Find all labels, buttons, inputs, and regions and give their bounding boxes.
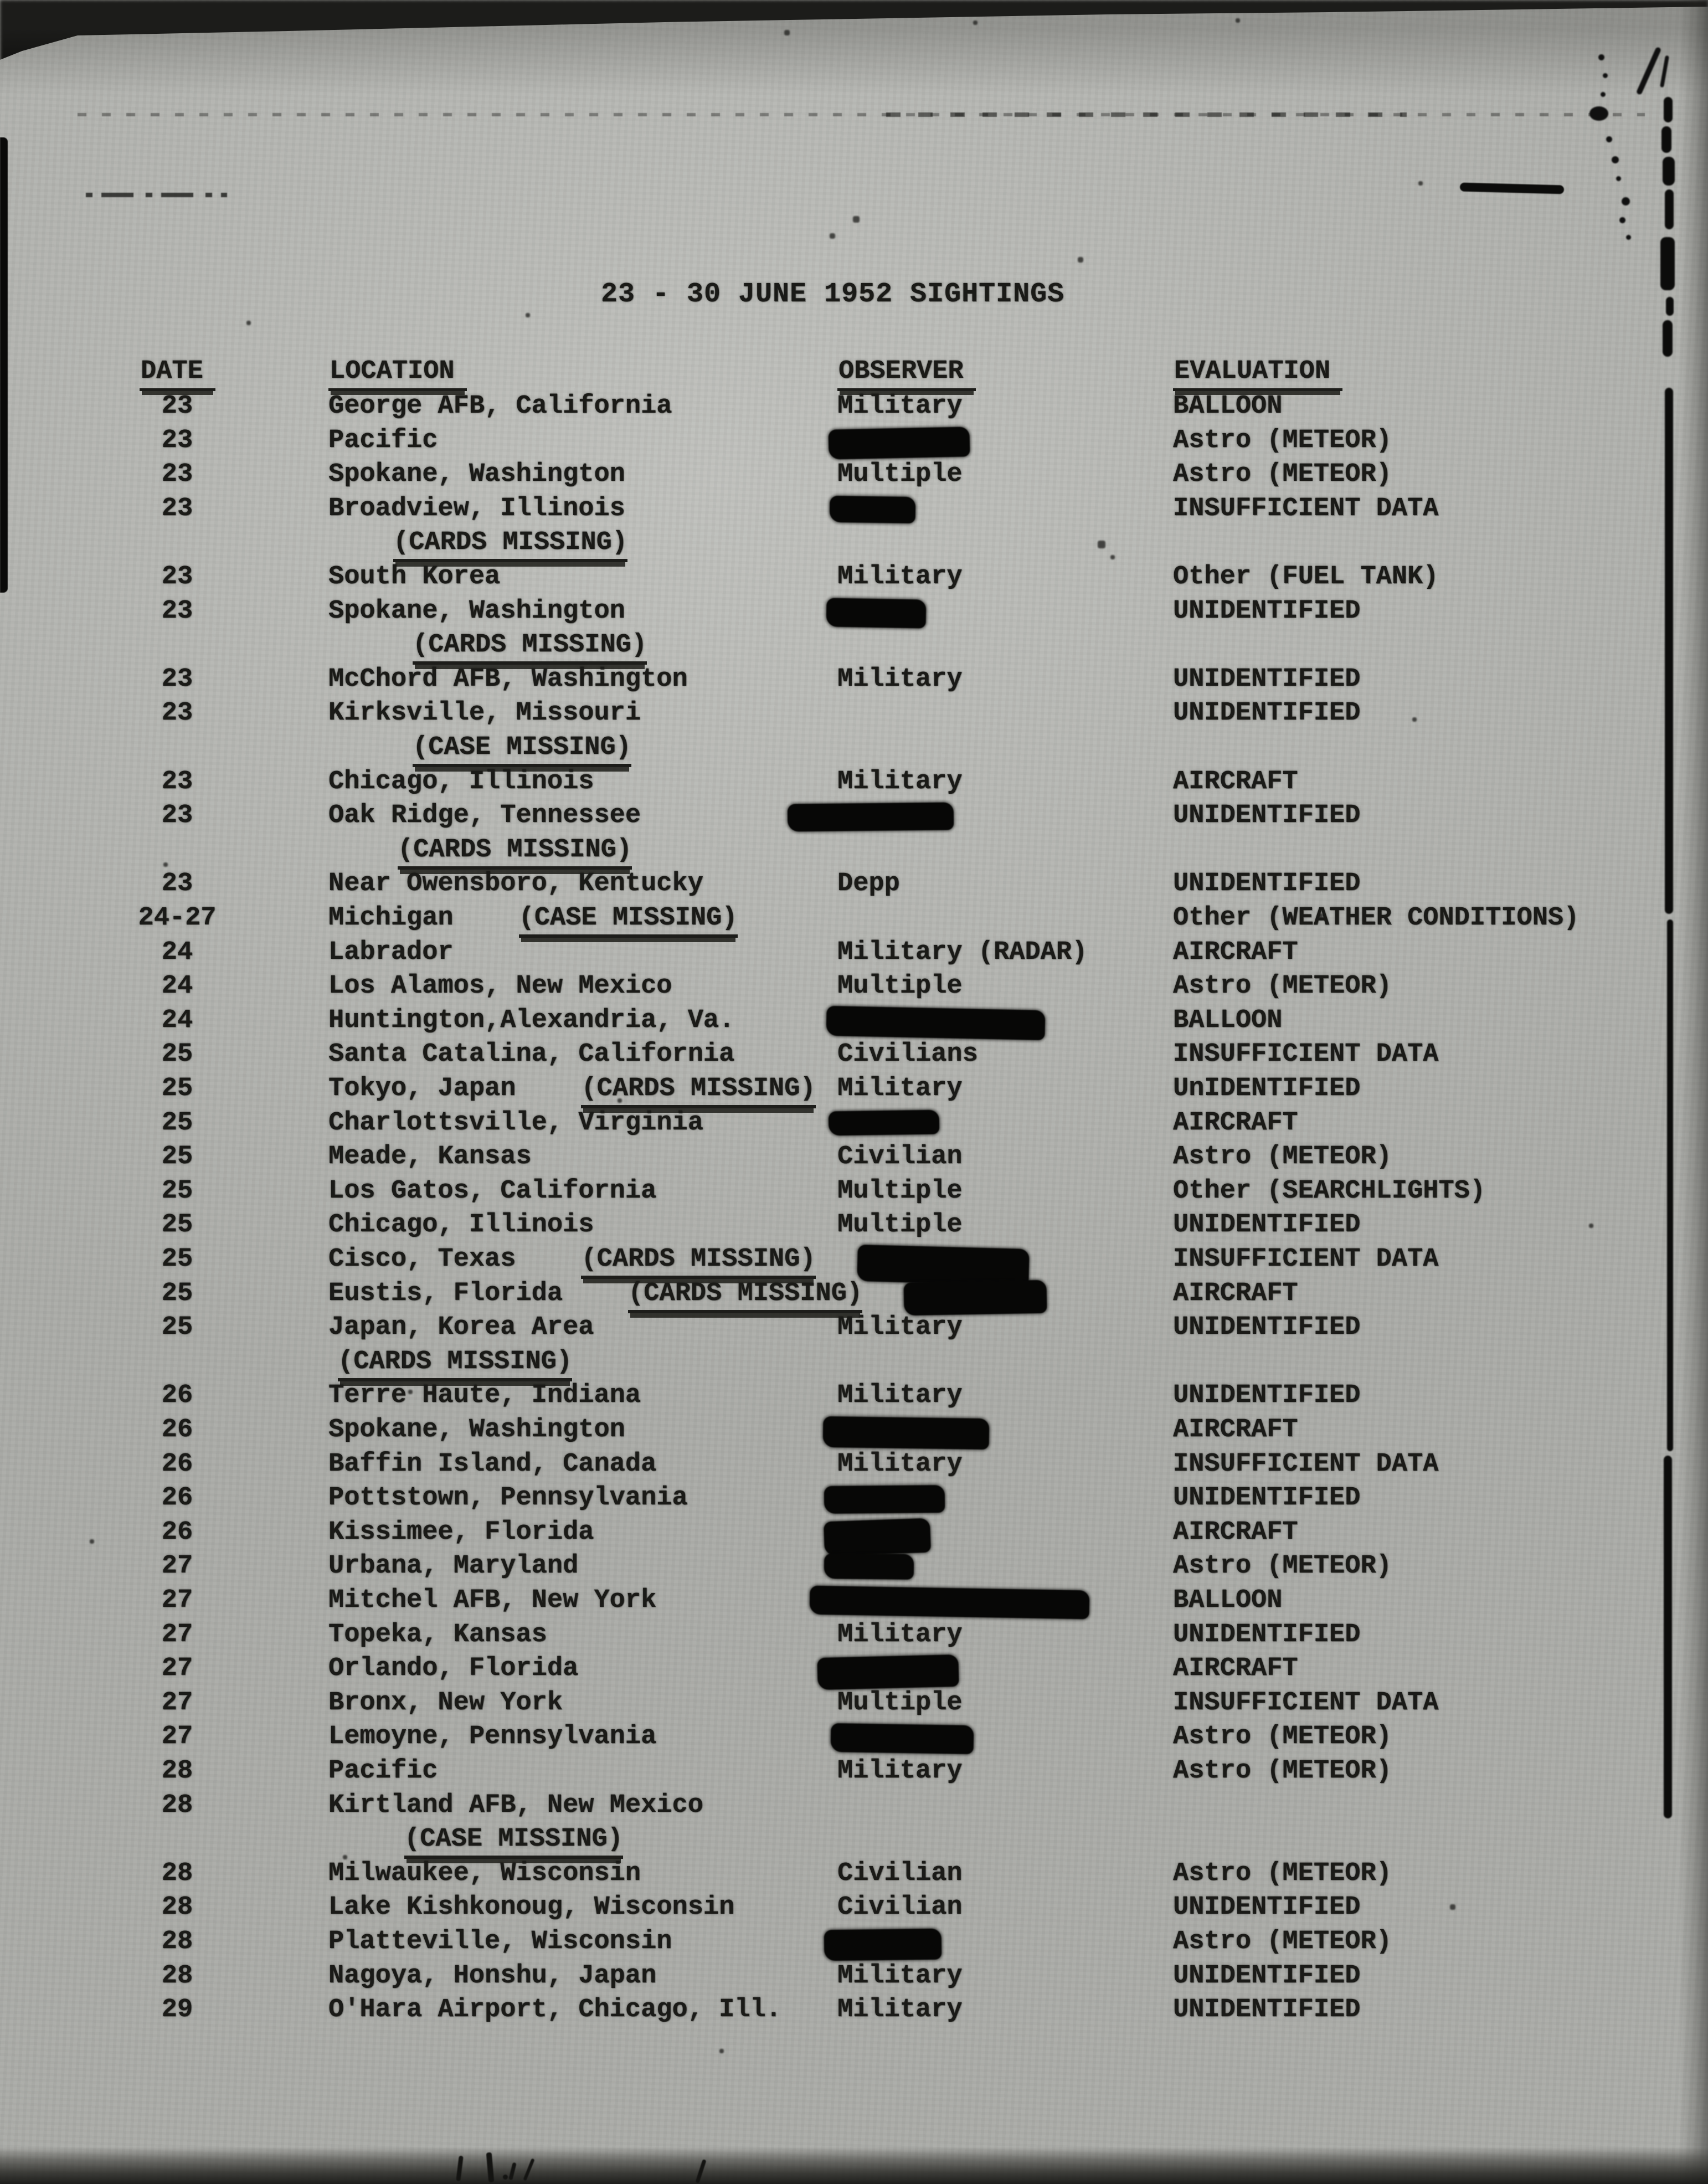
date-cell: 28 — [161, 1790, 193, 1820]
location-text: Lemoyne, Pennsylvania — [328, 1722, 657, 1752]
evaluation-cell: Astro (METEOR) — [1173, 1927, 1392, 1956]
evaluation-cell: UNIDENTIFIED — [1173, 1620, 1361, 1649]
location-text: Bronx, New York — [328, 1688, 563, 1718]
location-cell — [328, 392, 672, 421]
date-cell: 29 — [161, 1995, 193, 2025]
date-cell: 23 — [161, 664, 193, 694]
table-row — [0, 1890, 1708, 1925]
location-cell — [328, 1074, 816, 1103]
evaluation-cell: UNIDENTIFIED — [1173, 596, 1361, 626]
date-cell: 23 — [161, 801, 193, 831]
note-cell — [413, 733, 631, 762]
table-row — [0, 1686, 1708, 1720]
redaction-bar — [810, 1586, 1090, 1620]
redaction-bar — [824, 1929, 942, 1961]
location-cell — [328, 903, 738, 933]
table-row — [0, 867, 1708, 901]
location-text: Broadview, Illinois — [328, 494, 625, 523]
location-cell — [328, 1722, 656, 1751]
location-text: Huntington,Alexandria, Va. — [328, 1005, 735, 1035]
location-text: O'Hara Airport, Chicago, Ill. — [328, 1995, 781, 2025]
date-cell: 28 — [161, 1893, 193, 1923]
evaluation-cell: BALLOON — [1173, 1586, 1283, 1615]
location-cell — [328, 1381, 641, 1410]
case-note: (CASE MISSING) — [413, 733, 631, 767]
evaluation-cell: BALLOON — [1173, 1005, 1283, 1035]
column-header-date: DATE — [140, 357, 215, 386]
location-text: Urbana, Maryland — [328, 1551, 579, 1581]
date-cell: 23 — [161, 494, 193, 523]
table-row — [0, 1004, 1708, 1038]
location-text: Labrador — [328, 937, 454, 967]
case-note: (CASE MISSING) — [519, 903, 738, 938]
date-cell: 23 — [161, 596, 193, 626]
case-note: (CASE MISSING) — [404, 1825, 623, 1859]
column-header-observer: OBSERVER — [837, 357, 976, 386]
note-cell — [338, 1347, 572, 1376]
redaction-bar — [826, 1006, 1045, 1040]
location-cell — [328, 1961, 656, 1991]
location-cell — [328, 665, 688, 694]
table-row — [0, 1311, 1708, 1345]
location-cell — [328, 1450, 656, 1479]
table-row — [0, 1413, 1708, 1447]
case-note: (CARDS MISSING) — [398, 835, 632, 870]
date-cell: 26 — [161, 1517, 193, 1547]
table-row — [0, 662, 1708, 697]
observer-cell: Military — [837, 1995, 963, 2025]
date-cell: 25 — [161, 1245, 193, 1274]
location-cell — [328, 1040, 734, 1069]
evaluation-cell: Astro (METEOR) — [1173, 1142, 1392, 1172]
date-cell: 24 — [161, 937, 193, 967]
case-note: (CARDS MISSING) — [581, 1074, 815, 1108]
case-note: (CARDS MISSING) — [413, 630, 647, 665]
location-cell — [328, 1654, 578, 1683]
evaluation-cell: UnIDENTIFIED — [1173, 1074, 1361, 1103]
observer-cell: Civilian — [837, 1893, 963, 1923]
date-cell: 25 — [161, 1278, 193, 1308]
location-text: Platteville, Wisconsin — [328, 1927, 672, 1956]
date-cell: 23 — [161, 392, 193, 421]
redaction-bar — [903, 1279, 1047, 1315]
observer-cell: Multiple — [837, 1210, 963, 1240]
location-text: Pacific — [328, 1756, 438, 1786]
observer-cell: Military — [837, 1756, 963, 1786]
evaluation-cell: UNIDENTIFIED — [1173, 801, 1361, 831]
date-cell: 25 — [161, 1176, 193, 1206]
location-cell — [328, 801, 641, 830]
observer-cell: Multiple — [837, 1688, 963, 1718]
location-text: George AFB, California — [328, 392, 672, 421]
evaluation-cell: INSUFFICIENT DATA — [1173, 1245, 1439, 1274]
case-note: (CARDS MISSING) — [628, 1279, 862, 1313]
location-cell — [328, 1108, 703, 1138]
table-row — [0, 1993, 1708, 2027]
date-cell: 25 — [161, 1040, 193, 1070]
redaction-bar — [831, 1723, 974, 1754]
table-row — [0, 936, 1708, 970]
evaluation-cell: AIRCRAFT — [1173, 1517, 1298, 1547]
table-row — [0, 492, 1708, 526]
location-cell — [328, 869, 703, 898]
evaluation-cell: AIRCRAFT — [1173, 937, 1298, 967]
location-text: Los Gatos, California — [328, 1176, 657, 1206]
date-cell: 27 — [161, 1654, 193, 1684]
observer-cell: Civilians — [837, 1040, 978, 1070]
date-cell: 28 — [161, 1756, 193, 1786]
evaluation-cell: AIRCRAFT — [1173, 1108, 1298, 1138]
location-cell — [328, 1006, 734, 1035]
evaluation-cell: INSUFFICIENT DATA — [1173, 1449, 1439, 1479]
date-cell: 25 — [161, 1108, 193, 1138]
observer-cell: Multiple — [837, 972, 963, 1001]
evaluation-cell: Astro (METEOR) — [1173, 1756, 1392, 1786]
date-cell: 23 — [161, 425, 193, 455]
observer-cell: Civilian — [837, 1142, 963, 1172]
redaction-bar — [788, 803, 954, 832]
table-header-row — [0, 354, 1708, 389]
table-row — [0, 594, 1708, 629]
location-cell — [328, 1313, 594, 1342]
evaluation-cell: Astro (METEOR) — [1173, 1722, 1392, 1752]
location-cell — [328, 1756, 438, 1786]
evaluation-cell: UNIDENTIFIED — [1173, 1893, 1361, 1923]
date-cell: 28 — [161, 1927, 193, 1956]
location-text: Mitchel AFB, New York — [328, 1586, 657, 1615]
evaluation-cell: UNIDENTIFIED — [1173, 1210, 1361, 1240]
location-text: Los Alamos, New Mexico — [328, 972, 672, 1001]
date-cell: 26 — [161, 1415, 193, 1445]
date-cell: 27 — [161, 1551, 193, 1581]
location-text: South Korea — [328, 562, 501, 592]
observer-cell: Military — [837, 1074, 963, 1103]
scan-bottom-edge-band — [0, 2147, 1708, 2184]
location-cell — [328, 1518, 594, 1547]
table-row — [0, 458, 1708, 492]
location-cell — [328, 1586, 656, 1615]
table-note-row — [0, 833, 1708, 867]
location-cell — [328, 1995, 781, 2024]
evaluation-cell: BALLOON — [1173, 392, 1283, 421]
table-row — [0, 799, 1708, 833]
table-row — [0, 1857, 1708, 1891]
date-cell: 28 — [161, 1858, 193, 1888]
location-text: Cisco, Texas — [328, 1245, 516, 1274]
location-cell — [328, 1279, 862, 1308]
note-cell — [398, 835, 632, 865]
observer-cell: Multiple — [837, 1176, 963, 1206]
location-text: Orlando, Florida — [328, 1654, 579, 1684]
date-cell: 27 — [161, 1620, 193, 1649]
date-cell: 23 — [161, 767, 193, 796]
evaluation-cell: INSUFFICIENT DATA — [1173, 494, 1439, 523]
location-text: Chicago, Illinois — [328, 767, 594, 796]
location-text: Tokyo, Japan — [328, 1074, 516, 1103]
date-cell: 23 — [161, 562, 193, 592]
location-cell — [328, 494, 625, 523]
observer-cell: Military — [837, 664, 963, 694]
observer-cell: Military — [837, 1449, 963, 1479]
table-note-row — [0, 628, 1708, 662]
location-text: Lake Kishkonoug, Wisconsin — [328, 1893, 735, 1923]
location-cell — [328, 1893, 734, 1922]
table-row — [0, 1277, 1708, 1311]
table-row — [0, 1959, 1708, 1993]
location-cell — [328, 972, 672, 1001]
table-row — [0, 765, 1708, 799]
location-text: Nagoya, Honshu, Japan — [328, 1961, 657, 1991]
location-text: Kirtland AFB, New Mexico — [328, 1790, 703, 1820]
evaluation-cell: AIRCRAFT — [1173, 767, 1298, 796]
table-row — [0, 969, 1708, 1004]
date-cell: 26 — [161, 1381, 193, 1411]
observer-cell: Military (RADAR) — [837, 937, 1088, 967]
location-text: Oak Ridge, Tennessee — [328, 801, 641, 831]
table-row — [0, 1789, 1708, 1823]
location-text: Spokane, Washington — [328, 596, 625, 626]
location-cell — [328, 426, 438, 455]
table-row — [0, 389, 1708, 424]
date-cell: 25 — [161, 1142, 193, 1172]
table-row — [0, 696, 1708, 731]
evaluation-cell: UNIDENTIFIED — [1173, 1961, 1361, 1991]
page-title: 23 - 30 JUNE 1952 SIGHTINGS — [601, 279, 1065, 310]
table-row — [0, 1072, 1708, 1106]
location-cell — [328, 1245, 816, 1274]
location-cell — [328, 1210, 594, 1240]
table-row — [0, 1174, 1708, 1209]
table-row — [0, 1925, 1708, 1959]
evaluation-cell: Other (FUEL TANK) — [1173, 562, 1439, 592]
observer-cell: Military — [837, 1381, 963, 1411]
location-text: Eustis, Florida — [328, 1278, 563, 1308]
location-cell — [328, 597, 625, 626]
location-cell — [328, 1483, 688, 1513]
redaction-bar — [828, 426, 970, 459]
date-cell: 26 — [161, 1483, 193, 1513]
evaluation-cell: Other (WEATHER CONDITIONS) — [1173, 903, 1580, 933]
table-row — [0, 1379, 1708, 1413]
table-note-row — [0, 526, 1708, 560]
table-row — [0, 1242, 1708, 1277]
redaction-bar — [826, 598, 927, 628]
location-text: Spokane, Washington — [328, 1415, 625, 1445]
location-text: Kirksville, Missouri — [328, 698, 641, 728]
date-cell: 23 — [161, 869, 193, 899]
date-cell: 23 — [161, 698, 193, 728]
table-row — [0, 1208, 1708, 1242]
date-cell: 27 — [161, 1688, 193, 1718]
evaluation-cell: UNIDENTIFIED — [1173, 1483, 1361, 1513]
evaluation-cell: AIRCRAFT — [1173, 1415, 1298, 1445]
location-cell — [328, 1927, 672, 1956]
evaluation-cell: UNIDENTIFIED — [1173, 698, 1361, 728]
evaluation-cell: Other (SEARCHLIGHTS) — [1173, 1176, 1486, 1206]
location-text: Michigan — [328, 903, 454, 933]
case-note: (CARDS MISSING) — [393, 528, 627, 562]
date-cell: 27 — [161, 1722, 193, 1752]
location-cell — [328, 1859, 641, 1888]
table-row — [0, 1754, 1708, 1789]
location-text: Spokane, Washington — [328, 460, 625, 490]
table-note-row — [0, 1345, 1708, 1379]
evaluation-cell: AIRCRAFT — [1173, 1654, 1298, 1684]
table-row — [0, 1652, 1708, 1686]
location-cell — [328, 460, 625, 489]
location-cell — [328, 1551, 578, 1581]
evaluation-cell: Astro (METEOR) — [1173, 972, 1392, 1001]
observer-cell: Depp — [837, 869, 900, 899]
pencil-dot — [503, 2175, 508, 2180]
evaluation-cell: UNIDENTIFIED — [1173, 1995, 1361, 2025]
evaluation-cell: UNIDENTIFIED — [1173, 1381, 1361, 1411]
table-row — [0, 901, 1708, 936]
location-text: McChord AFB, Washington — [328, 664, 688, 694]
location-cell — [328, 698, 641, 728]
observer-cell: Military — [837, 1620, 963, 1649]
evaluation-cell: Astro (METEOR) — [1173, 460, 1392, 490]
redaction-bar — [830, 496, 916, 523]
location-cell — [328, 767, 594, 796]
location-text: Meade, Kansas — [328, 1142, 532, 1172]
case-note: (CARDS MISSING) — [338, 1347, 572, 1381]
table-row — [0, 1584, 1708, 1618]
observer-cell: Military — [837, 392, 963, 421]
table-row — [0, 1447, 1708, 1482]
table-row — [0, 1106, 1708, 1140]
location-cell — [328, 1176, 656, 1206]
case-note: (CARDS MISSING) — [581, 1245, 815, 1279]
table-row — [0, 1515, 1708, 1550]
evaluation-cell: UNIDENTIFIED — [1173, 869, 1361, 899]
evaluation-cell: Astro (METEOR) — [1173, 1551, 1392, 1581]
observer-cell: Military — [837, 1313, 963, 1343]
date-cell: 24-27 — [138, 903, 217, 933]
date-cell: 25 — [161, 1313, 193, 1343]
observer-cell: Civilian — [837, 1858, 963, 1888]
evaluation-cell: UNIDENTIFIED — [1173, 1313, 1361, 1343]
date-cell: 27 — [161, 1586, 193, 1615]
column-header-evaluation: EVALUATION — [1173, 357, 1342, 386]
location-text: Pottstown, Pennsylvania — [328, 1483, 688, 1513]
location-cell — [328, 1791, 703, 1820]
column-header-location: LOCATION — [328, 357, 467, 386]
location-cell — [328, 1415, 625, 1445]
evaluation-cell: Astro (METEOR) — [1173, 1858, 1392, 1888]
location-cell — [328, 562, 500, 592]
evaluation-cell: Astro (METEOR) — [1173, 425, 1392, 455]
location-text: Near Owensboro, Kentucky — [328, 869, 703, 899]
date-cell: 26 — [161, 1449, 193, 1479]
evaluation-cell: AIRCRAFT — [1173, 1278, 1298, 1308]
observer-cell: Military — [837, 1961, 963, 1991]
redaction-bar — [817, 1654, 959, 1690]
observer-cell: Military — [837, 562, 963, 592]
location-text: Pacific — [328, 425, 438, 455]
location-cell — [328, 1142, 532, 1171]
location-text: Santa Catalina, California — [328, 1040, 735, 1070]
table-row — [0, 1720, 1708, 1754]
note-cell — [413, 630, 647, 660]
redaction-bar — [824, 1554, 914, 1580]
table-note-row — [0, 1822, 1708, 1857]
table-row — [0, 560, 1708, 594]
evaluation-cell: UNIDENTIFIED — [1173, 664, 1361, 694]
evaluation-cell: INSUFFICIENT DATA — [1173, 1688, 1439, 1718]
location-text: Chicago, Illinois — [328, 1210, 594, 1240]
redaction-bar — [824, 1485, 945, 1514]
location-text: Milwaukee, Wisconsin — [328, 1858, 641, 1888]
location-text: Kissimee, Florida — [328, 1517, 594, 1547]
table-row — [0, 424, 1708, 458]
redaction-bar — [823, 1416, 990, 1450]
location-text: Japan, Korea Area — [328, 1313, 594, 1343]
note-cell — [393, 528, 627, 557]
observer-cell: Multiple — [837, 460, 963, 490]
location-text: Charlottsville, Virginia — [328, 1108, 703, 1138]
location-cell — [328, 1688, 563, 1718]
location-cell — [328, 1620, 547, 1649]
table-row — [0, 1037, 1708, 1072]
date-cell: 24 — [161, 972, 193, 1001]
table-note-row — [0, 731, 1708, 765]
table-row — [0, 1618, 1708, 1652]
date-cell: 25 — [161, 1210, 193, 1240]
location-text: Terre Haute, Indiana — [328, 1381, 641, 1411]
date-cell: 25 — [161, 1074, 193, 1103]
evaluation-cell: INSUFFICIENT DATA — [1173, 1040, 1439, 1070]
date-cell: 24 — [161, 1005, 193, 1035]
table-row — [0, 1140, 1708, 1174]
note-cell — [404, 1825, 623, 1854]
redaction-bar — [829, 1109, 940, 1135]
observer-cell: Military — [837, 767, 963, 796]
table-row — [0, 1481, 1708, 1515]
location-cell — [328, 938, 454, 967]
table-row — [0, 1549, 1708, 1584]
date-cell: 23 — [161, 460, 193, 490]
date-cell: 28 — [161, 1961, 193, 1991]
location-text: Baffin Island, Canada — [328, 1449, 657, 1479]
location-text: Topeka, Kansas — [328, 1620, 547, 1649]
